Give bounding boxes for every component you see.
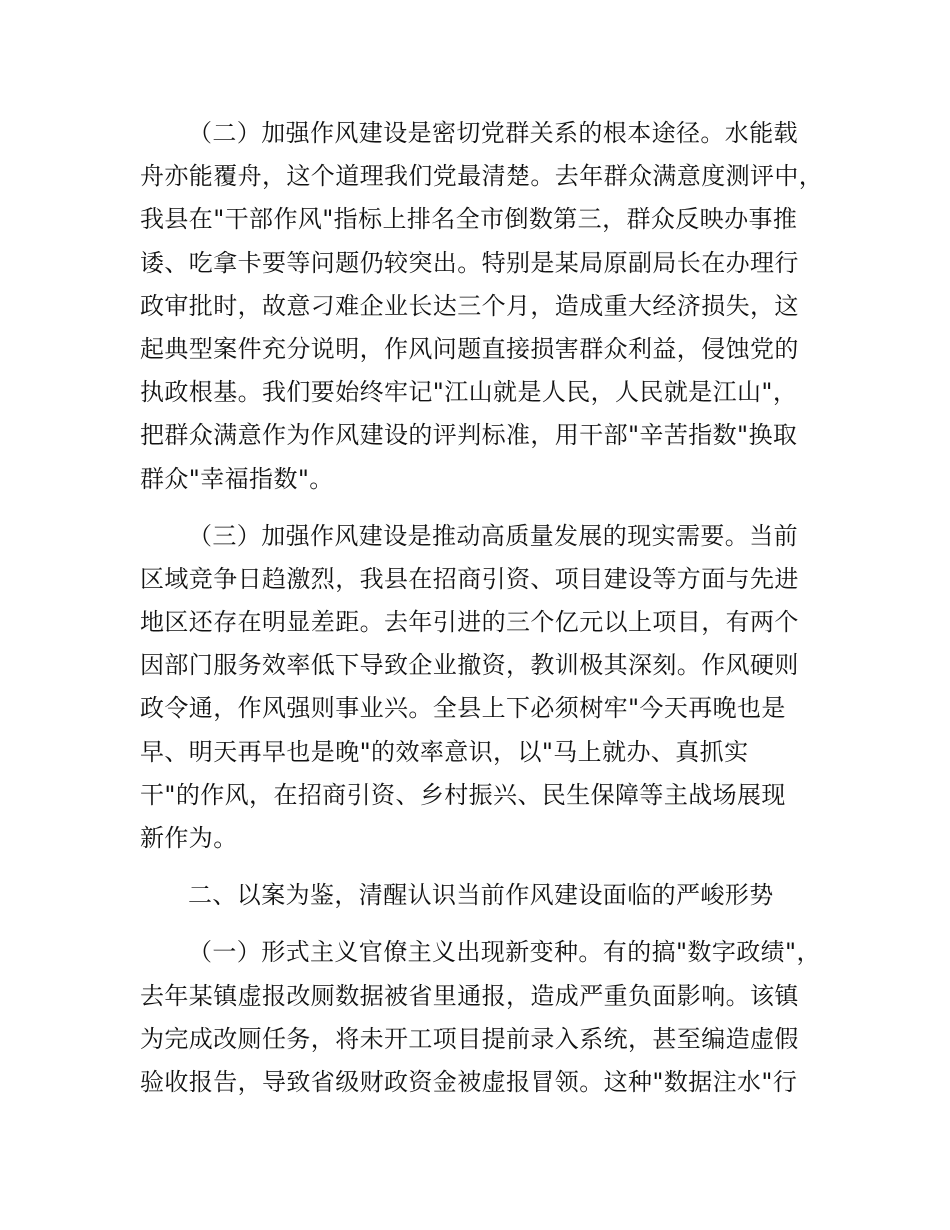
text-line: （二）加强作风建设是密切党群关系的根本途径。水能载 bbox=[188, 119, 798, 147]
text-line: 起典型案件充分说明，作风问题直接损害群众利益，侵蚀党的 bbox=[140, 334, 799, 363]
text-line: 干"的作风，在招商引资、乡村振兴、民生保障等主战场展现 bbox=[140, 780, 786, 809]
text-line: 我县在"干部作风"指标上排名全市倒数第三，群众反映办事推 bbox=[140, 205, 798, 234]
text-line: 去年某镇虚报改厕数据被省里通报，造成严重负面影响。该镇 bbox=[140, 981, 799, 1010]
paragraph-formalism-new-variants bbox=[140, 931, 840, 1104]
text-line: （一）形式主义官僚主义出现新变种。有的搞"数字政绩"， bbox=[188, 938, 821, 967]
text-line: 执政根基。我们要始终牢记"江山就是人民，人民就是江山"， bbox=[140, 378, 798, 407]
text-line: 把群众满意作为作风建设的评判标准，用干部"辛苦指数"换取 bbox=[140, 421, 798, 450]
section-heading: 二、以案为鉴，清醒认识当前作风建设面临的严峻形势 bbox=[188, 881, 774, 910]
text-line: 因部门服务效率低下导致企业撤资，教训极其深刻。作风硬则 bbox=[140, 651, 799, 680]
text-line: 新作为。 bbox=[140, 824, 238, 852]
text-line: 早、明天再早也是晚"的效率意识，以"马上就办、真抓实 bbox=[140, 737, 749, 766]
text-line: 地区还存在明显差距。去年引进的三个亿元以上项目，有两个 bbox=[140, 608, 799, 637]
paragraph-strengthen-party-mass-relations bbox=[140, 112, 840, 501]
text-line: 区域竞争日趋激烈，我县在招商引资、项目建设等方面与先进 bbox=[140, 564, 799, 593]
text-line: 验收报告，导致省级财政资金被虚报冒领。这种"数据注水"行 bbox=[140, 1067, 798, 1096]
body-text bbox=[140, 112, 840, 1118]
text-line: （三）加强作风建设是推动高质量发展的现实需要。当前 bbox=[188, 521, 798, 550]
text-line: 为完成改厕任务，将未开工项目提前录入系统，甚至编造虚假 bbox=[140, 1024, 799, 1053]
section-heading-two bbox=[140, 874, 840, 917]
text-line: 政令通，作风强则事业兴。全县上下必须树牢"今天再晚也是 bbox=[140, 694, 786, 723]
text-line: 诿、吃拿卡要等问题仍较突出。特别是某局原副局长在办理行 bbox=[140, 248, 799, 277]
text-line: 政审批时，故意刁难企业长达三个月，造成重大经济损失，这 bbox=[140, 291, 799, 320]
text-line: 舟亦能覆舟，这个道理我们党最清楚。去年群众满意度测评中， bbox=[140, 162, 824, 191]
paragraph-high-quality-development bbox=[140, 515, 840, 861]
text-line: 群众"幸福指数"。 bbox=[140, 464, 334, 493]
